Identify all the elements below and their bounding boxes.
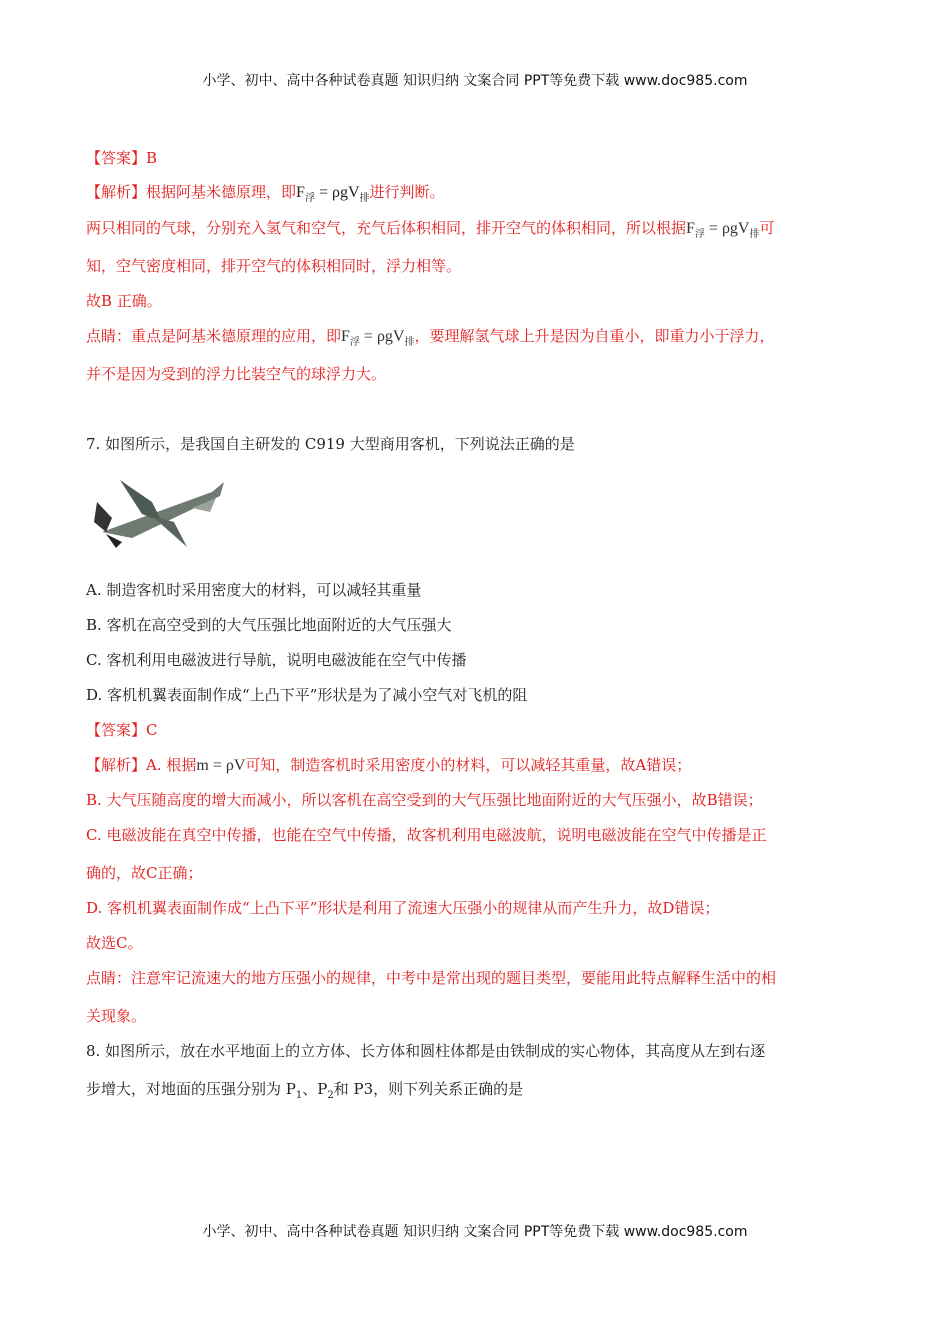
- formula: m = ρV: [196, 757, 246, 774]
- q7-option-b: B. 客机在高空受到的大气压强比地面附近的大气压强大: [86, 616, 452, 634]
- q7-analysis-d: D. 客机机翼表面制作成“上凸下平”形状是利用了流速大压强小的规律从而产生升力，故D错误；: [86, 899, 720, 917]
- f: = ρgV: [359, 328, 405, 345]
- sub: 1: [295, 1090, 303, 1101]
- q7-tip2: 关现象。: [86, 1007, 147, 1025]
- c919-airplane-image: [92, 472, 228, 550]
- text: 可知，制造客机时采用密度小的材料，可以减轻其重量，故A错误；: [245, 756, 692, 774]
- sub: 浮: [694, 229, 705, 241]
- sub: 排: [749, 229, 760, 241]
- q6-tip: [86, 325, 775, 348]
- q6-line2: [86, 217, 775, 240]
- analysis-label: 【解析】: [86, 756, 147, 774]
- f: = ρgV: [314, 184, 360, 201]
- page-footer: 小学、初中、高中各种试卷真题 知识归纳 文案合同 PPT等免费下载 www.doc985.com: [202, 1224, 748, 1240]
- q7-stem: 7. 如图所示，是我国自主研发的 C919 大型商用客机，下列说法正确的是: [86, 435, 575, 453]
- q7-option-c: C. 客机利用电磁波进行导航，说明电磁波能在空气中传播: [86, 651, 467, 669]
- q6-line3: 知，空气密度相同，排开空气的体积相同时，浮力相等。: [86, 257, 462, 275]
- q6-analysis: [86, 181, 445, 204]
- sub: 排: [359, 193, 370, 205]
- text: 两只相同的气球，分别充入氢气和空气，充气后体积相同，排开空气的体积相同，所以根据: [86, 219, 687, 237]
- text: 步增大，对地面的压强分别为 P: [86, 1080, 296, 1098]
- q7-analysis-b: B. 大气压随高度的增大而减小，所以客机在高空受到的大气压强比地面附近的大气压强小，故B错误；: [86, 791, 763, 809]
- q7-analysis-a: [86, 754, 691, 775]
- text: 根据阿基米德原理，即: [146, 183, 297, 201]
- formula: [341, 328, 415, 349]
- q7-analysis-c2: 确的，故C正确；: [86, 864, 203, 882]
- text: ，要理解氢气球上升是因为自重小，即重力小于浮力，: [414, 327, 775, 345]
- q7-option-a: A. 制造客机时采用密度大的材料，可以减轻其重量: [86, 581, 422, 599]
- text: 和 P3，则下列关系正确的是: [333, 1080, 524, 1098]
- f: F: [341, 328, 350, 345]
- answer-value: B: [146, 149, 158, 167]
- sub: 浮: [304, 193, 315, 205]
- answer-label: 【答案】: [86, 149, 147, 167]
- text: 点睛：重点是阿基米德原理的应用，即: [86, 327, 342, 345]
- q6-answer: [86, 147, 157, 168]
- q8-stem-line2: [86, 1078, 523, 1101]
- q6-line4: 故B 正确。: [86, 292, 162, 310]
- sub: 2: [327, 1090, 334, 1101]
- sub: 浮: [349, 337, 360, 349]
- text: 、P: [302, 1080, 328, 1098]
- text: 可: [759, 219, 775, 237]
- q7-answer: [86, 719, 158, 740]
- q7-choose: 故选C。: [86, 934, 143, 952]
- q7-option-d: D. 客机机翼表面制作成“上凸下平”形状是为了减小空气对飞机的阻: [86, 686, 528, 704]
- q7-analysis-c1: C. 电磁波能在真空中传播，也能在空气中传播，故客机利用电磁波航，说明电磁波能在空气中传播是正: [86, 826, 767, 844]
- q6-tip-line2: 并不是因为受到的浮力比装空气的球浮力大。: [86, 365, 387, 383]
- q7-tip1: 点睛：注意牢记流速大的地方压强小的规律，中考中是常出现的题目类型，要能用此特点解释生活中的相: [86, 969, 777, 987]
- analysis-label: 【解析】: [86, 183, 147, 201]
- f: = ρgV: [704, 220, 750, 237]
- answer-label: 【答案】: [86, 721, 147, 739]
- text: A. 根据: [146, 756, 197, 774]
- text: 进行判断。: [369, 183, 445, 201]
- q8-stem-line1: 8. 如图所示，放在水平地面上的立方体、长方体和圆柱体都是由铁制成的实心物体，其高度从左到右逐: [86, 1042, 766, 1060]
- formula: [296, 184, 370, 205]
- f: F: [296, 184, 305, 201]
- f: F: [686, 220, 695, 237]
- page-header: 小学、初中、高中各种试卷真题 知识归纳 文案合同 PPT等免费下载 www.doc985.com: [202, 73, 748, 89]
- answer-value: C: [146, 721, 158, 739]
- sub: 排: [404, 337, 415, 349]
- formula: [686, 220, 760, 241]
